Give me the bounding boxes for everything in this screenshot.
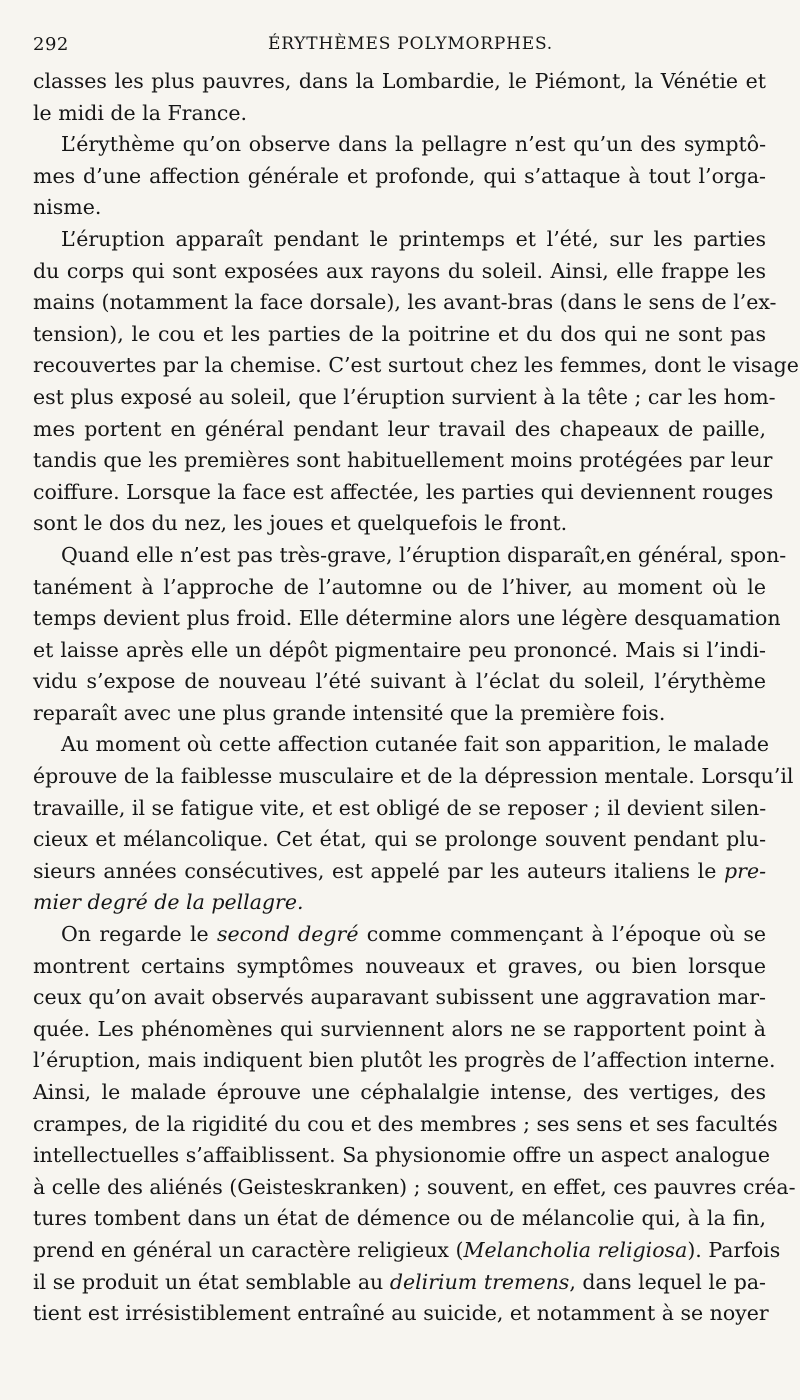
text-line: du corps qui sont exposées aux rayons du soleil. Ainsi, elle frappe les (33, 258, 766, 283)
page-number: 292 (33, 34, 69, 55)
text-line: crampes, de la rigidité du cou et des membres ; ses sens et ses facultés (33, 1111, 778, 1136)
text-line: L’érythème qu’on observe dans la pellagre n’est qu’un des symptô- (61, 132, 766, 157)
text-line: tandis que les premières sont habituellement moins protégées par leur (33, 448, 773, 473)
text-line: Ainsi, le malade éprouve une céphalalgie intense, des vertiges, des (33, 1080, 766, 1104)
text-line: prend en général un caractère religieux (Melancholia religiosa). Parfois (33, 1237, 781, 1262)
text-line: quée. Les phénomènes qui surviennent alors ne se rapportent point à (33, 1016, 766, 1041)
text-line: mes d’une affection générale et profonde, qui s’attaque à tout l’orga- (33, 163, 766, 188)
paragraph (33, 66, 766, 129)
text-line: l’éruption, mais indiquent bien plutôt les progrès de l’affection interne. (33, 1048, 776, 1073)
text-line: montrent certains symptômes nouveaux et graves, ou bien lorsque (33, 953, 766, 978)
text-line: éprouve de la faiblesse musculaire et de la dépression mentale. Lorsqu’il (33, 764, 794, 789)
page-header (33, 30, 773, 60)
text-line: cieux et mélancolique. Cet état, qui se prolonge souvent pendant plu- (33, 827, 766, 852)
text-line: coiffure. Lorsque la face est affectée, les parties qui deviennent rouges (33, 479, 774, 504)
running-title: ÉRYTHÈMES POLYMORPHES. (268, 34, 554, 54)
text-line: est plus exposé au soleil, que l’éruption survient à la tête ; car les hom- (33, 384, 776, 409)
text-line: tanément à l’approche de l’automne ou de l’hiver, au moment où le (33, 574, 766, 599)
text-line: intellectuelles s’affaiblissent. Sa physionomie offre un aspect analogue (33, 1143, 770, 1168)
text-line: On regarde le second degré comme commençant à l’époque où se (61, 922, 766, 947)
text-line: Quand elle n’est pas très-grave, l’éruption disparaît,en général, spon- (61, 542, 787, 567)
text-line: mains (notamment la face dorsale), les avant-bras (dans le sens de l’ex- (33, 290, 777, 315)
text-line: le midi de la France. (33, 100, 248, 125)
text-line: classes les plus pauvres, dans la Lombardie, le Piémont, la Vénétie et (33, 69, 766, 93)
text-line: il se produit un état semblable au delirium tremens, dans lequel le pa- (33, 1269, 766, 1294)
paragraph (33, 129, 766, 224)
text-line: L’éruption apparaît pendant le printemps et l’été, sur les parties (61, 226, 766, 251)
paragraph (33, 919, 796, 1330)
text-line: sont le dos du nez, les joues et quelquefois le front. (33, 511, 568, 536)
text-line: ceux qu’on avait observés auparavant subissent une aggravation mar- (33, 985, 766, 1010)
text-line: tient est irrésistiblement entraîné au suicide, et notamment à se noyer (33, 1301, 769, 1326)
text-line: à celle des aliénés (Geisteskranken) ; souvent, en effet, ces pauvres créa- (33, 1174, 796, 1199)
text-line: travaille, il se fatigue vite, et est obligé de se reposer ; il devient silen- (33, 795, 767, 820)
text-line: et laisse après elle un dépôt pigmentaire peu prononcé. Mais si l’indi- (33, 637, 766, 662)
text-line: recouvertes par la chemise. C’est surtout chez les femmes, dont le visage (33, 353, 799, 378)
text-line: Au moment où cette affection cutanée fait son apparition, le malade (61, 732, 770, 757)
text-line: sieurs années consécutives, est appelé par les auteurs italiens le pre- (33, 858, 766, 883)
text-line: tures tombent dans un état de démence ou de mélancolie qui, à la fin, (33, 1206, 766, 1231)
text-line: tension), le cou et les parties de la poitrine et du dos qui ne sont pas (33, 321, 766, 346)
text-line: mes portent en général pendant leur travail des chapeaux de paille, (33, 416, 766, 441)
text-line: nisme. (33, 195, 102, 220)
text-line: vidu s’expose de nouveau l’été suivant à l’éclat du soleil, l’érythème (33, 669, 766, 694)
paragraph (33, 729, 794, 919)
paragraph (33, 224, 799, 540)
paragraph (33, 540, 787, 730)
text-line: reparaît avec une plus grande intensité que la première fois. (33, 700, 666, 725)
text-line: temps devient plus froid. Elle détermine alors une légère desquamation (33, 606, 781, 631)
text-line: mier degré de la pellagre. (33, 890, 304, 915)
body-text (33, 66, 799, 1330)
